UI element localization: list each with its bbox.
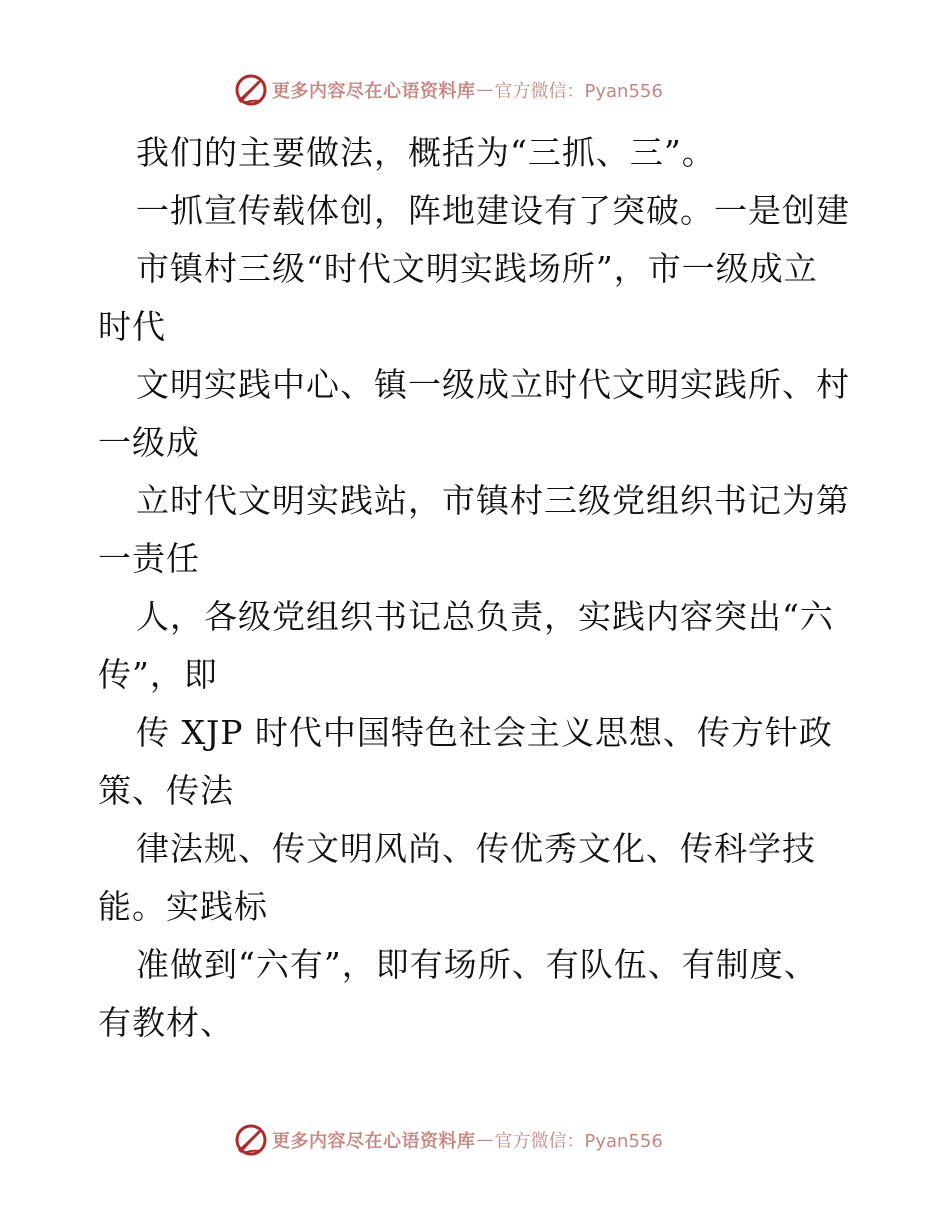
banner-wechat-text: 官方微信：Pyan556 xyxy=(494,81,663,102)
text-line: 人，各级党组织书记总负责，实践内容突出“六 xyxy=(136,597,834,636)
text-line: 传”，即 xyxy=(98,655,218,694)
text-line: 市镇村三级“时代文明实践场所”，市一级成立 xyxy=(136,249,818,288)
header-banner xyxy=(234,72,663,108)
banner-separator: — xyxy=(476,1130,494,1150)
banner-separator: — xyxy=(476,80,494,100)
text-line: 能。实践标 xyxy=(98,887,268,926)
text-line: 律法规、传文明风尚、传优秀文化、传科学技 xyxy=(136,829,816,868)
pen-logo-icon xyxy=(234,73,268,107)
banner-main-text: 更多内容尽在心语资料库 xyxy=(272,81,476,102)
text-line: 一责任 xyxy=(98,539,200,578)
text-line: 准做到“六有”，即有场所、有队伍、有制度、 xyxy=(136,945,818,984)
banner-wechat-text: 官方微信：Pyan556 xyxy=(494,1131,663,1152)
text-line: 时代 xyxy=(98,307,166,346)
pen-logo-icon xyxy=(234,1123,268,1157)
body-text xyxy=(98,124,878,1052)
text-line: 我们的主要做法，概括为“三抓、三”。 xyxy=(136,133,716,172)
text-line: 一抓宣传载体创，阵地建设有了突破。一是创建 xyxy=(136,191,850,230)
text-line: 有教材、 xyxy=(98,1003,234,1042)
text-line: 策、传法 xyxy=(98,771,234,810)
text-line: 传 XJP 时代中国特色社会主义思想、传方针政 xyxy=(136,713,833,752)
banner-main-text: 更多内容尽在心语资料库 xyxy=(272,1131,476,1152)
text-line: 文明实践中心、镇一级成立时代文明实践所、村 xyxy=(136,365,850,404)
text-line: 一级成 xyxy=(98,423,200,462)
text-line: 立时代文明实践站，市镇村三级党组织书记为第 xyxy=(136,481,850,520)
footer-banner xyxy=(234,1122,663,1158)
